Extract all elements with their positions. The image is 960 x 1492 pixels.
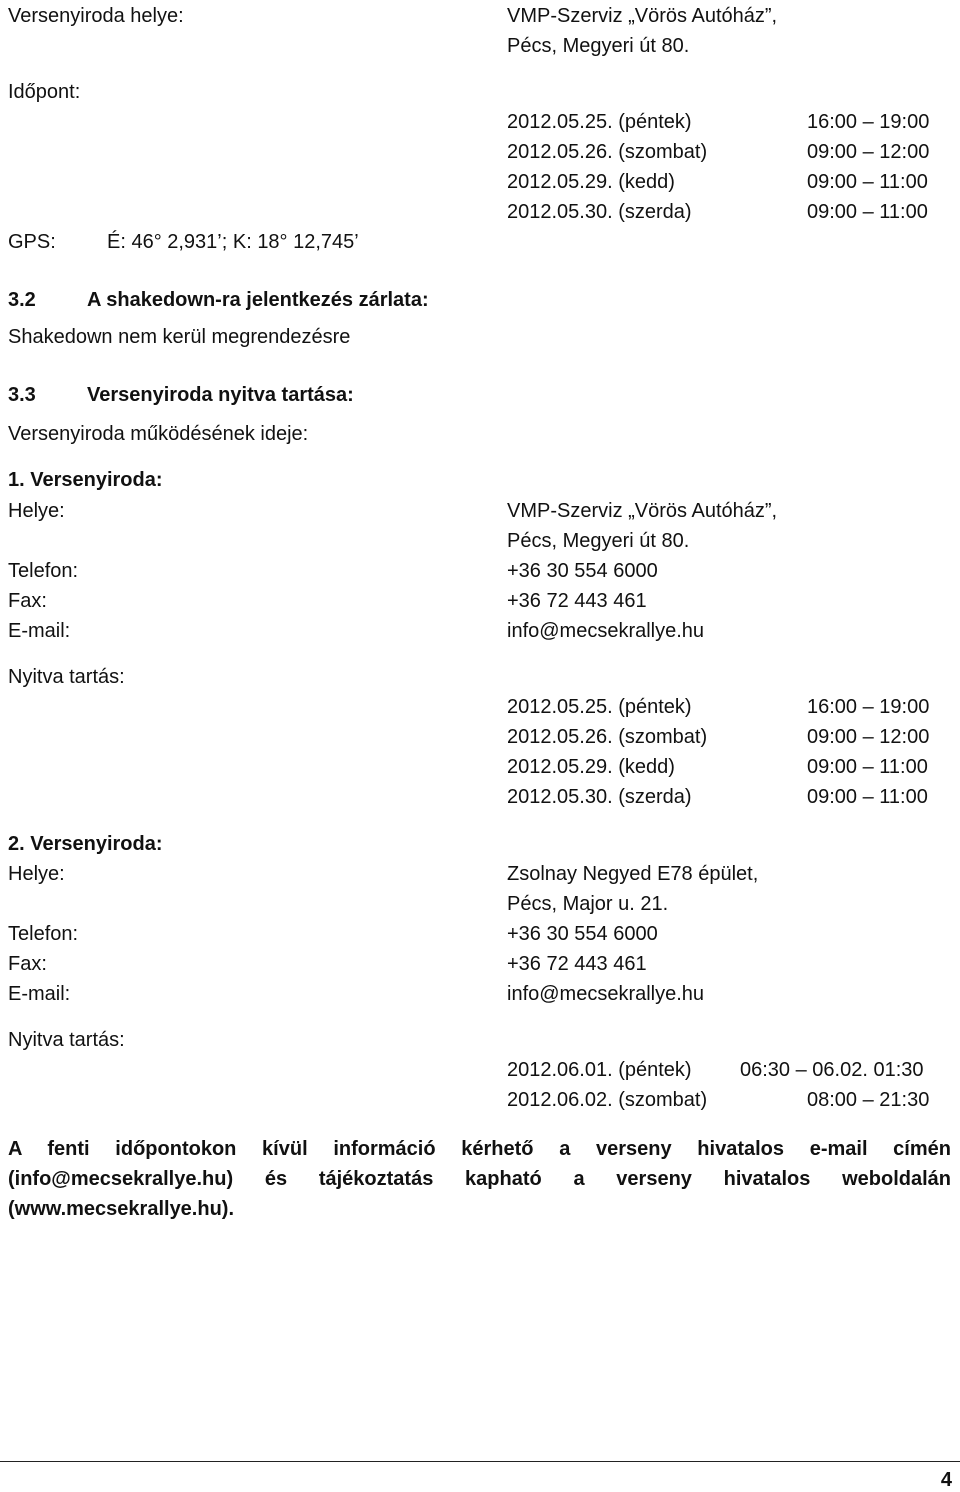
gps-label: GPS: <box>8 231 56 253</box>
hours-time: 09:00 – 12:00 <box>807 726 930 748</box>
section-text: Shakedown nem kerül megrendezésre <box>8 326 351 348</box>
info-note <box>8 1134 951 1224</box>
hours-time: 09:00 – 11:00 <box>807 756 928 778</box>
hours-label: Nyitva tartás: <box>8 666 125 688</box>
place-label: Helye: <box>8 863 65 885</box>
place-line-2: Pécs, Megyeri út 80. <box>507 530 690 552</box>
phone-label: Telefon: <box>8 560 79 582</box>
venue-label: Versenyiroda helye: <box>8 5 184 27</box>
venue-line-1: VMP-Szerviz „Vörös Autóház”, <box>507 5 778 27</box>
hours-label: Nyitva tartás: <box>8 1029 125 1051</box>
hours-date: 2012.05.26. (szombat) <box>507 726 708 748</box>
phone-value: +36 30 554 6000 <box>507 923 658 945</box>
hours-date: 2012.05.30. (szerda) <box>507 786 692 808</box>
fax-label: Fax: <box>8 953 47 975</box>
venue-line-2: Pécs, Megyeri út 80. <box>507 35 690 57</box>
hours-time: 16:00 – 19:00 <box>807 696 930 718</box>
office-heading: 2. Versenyiroda: <box>8 833 163 855</box>
office-heading: 1. Versenyiroda: <box>8 469 163 491</box>
schedule-time: 09:00 – 11:00 <box>807 171 928 193</box>
hours-date: 2012.05.25. (péntek) <box>507 696 692 718</box>
hours-time: 09:00 – 11:00 <box>807 786 928 808</box>
place-line-1: Zsolnay Negyed E78 épület, <box>507 863 759 885</box>
info-note-line: A fenti időpontokon kívül információ kérhető a verseny hivatalos e-mail címén <box>8 1138 951 1160</box>
schedule-date: 2012.05.26. (szombat) <box>507 141 708 163</box>
email-label: E-mail: <box>8 983 71 1005</box>
phone-value: +36 30 554 6000 <box>507 560 658 582</box>
schedule-time: 09:00 – 12:00 <box>807 141 930 163</box>
hours-date: 2012.06.02. (szombat) <box>507 1089 708 1111</box>
place-label: Helye: <box>8 500 65 522</box>
fax-label: Fax: <box>8 590 47 612</box>
hours-time: 08:00 – 21:30 <box>807 1089 930 1111</box>
schedule-time: 09:00 – 11:00 <box>807 201 928 223</box>
gps-value: É: 46° 2,931’; K: 18° 12,745’ <box>107 231 359 253</box>
hours-date: 2012.06.01. (péntek) <box>507 1059 692 1081</box>
email-value: info@mecsekrallye.hu <box>507 620 705 642</box>
fax-value: +36 72 443 461 <box>507 953 647 975</box>
hours-date: 2012.05.29. (kedd) <box>507 756 675 778</box>
place-line-2: Pécs, Major u. 21. <box>507 893 669 915</box>
email-value: info@mecsekrallye.hu <box>507 983 705 1005</box>
schedule-time: 16:00 – 19:00 <box>807 111 930 133</box>
schedule-date: 2012.05.25. (péntek) <box>507 111 692 133</box>
section-title: Versenyiroda nyitva tartása: <box>87 384 354 406</box>
place-line-1: VMP-Szerviz „Vörös Autóház”, <box>507 500 778 522</box>
info-note-line: (info@mecsekrallye.hu) és tájékoztatás kapható a verseny hivatalos weboldalán <box>8 1168 951 1190</box>
email-label: E-mail: <box>8 620 71 642</box>
schedule-date: 2012.05.29. (kedd) <box>507 171 675 193</box>
section-text: Versenyiroda működésének ideje: <box>8 423 309 445</box>
phone-label: Telefon: <box>8 923 79 945</box>
time-label: Időpont: <box>8 81 81 103</box>
hours-time: 06:30 – 06.02. 01:30 <box>740 1059 924 1081</box>
section-title: A shakedown-ra jelentkezés zárlata: <box>87 289 429 311</box>
section-number: 3.2 <box>8 289 36 311</box>
footer-rule <box>0 1461 960 1462</box>
info-note-line: (www.mecsekrallye.hu). <box>8 1198 235 1220</box>
fax-value: +36 72 443 461 <box>507 590 647 612</box>
schedule-date: 2012.05.30. (szerda) <box>507 201 692 223</box>
page-number: 4 <box>940 1469 952 1491</box>
section-number: 3.3 <box>8 384 36 406</box>
